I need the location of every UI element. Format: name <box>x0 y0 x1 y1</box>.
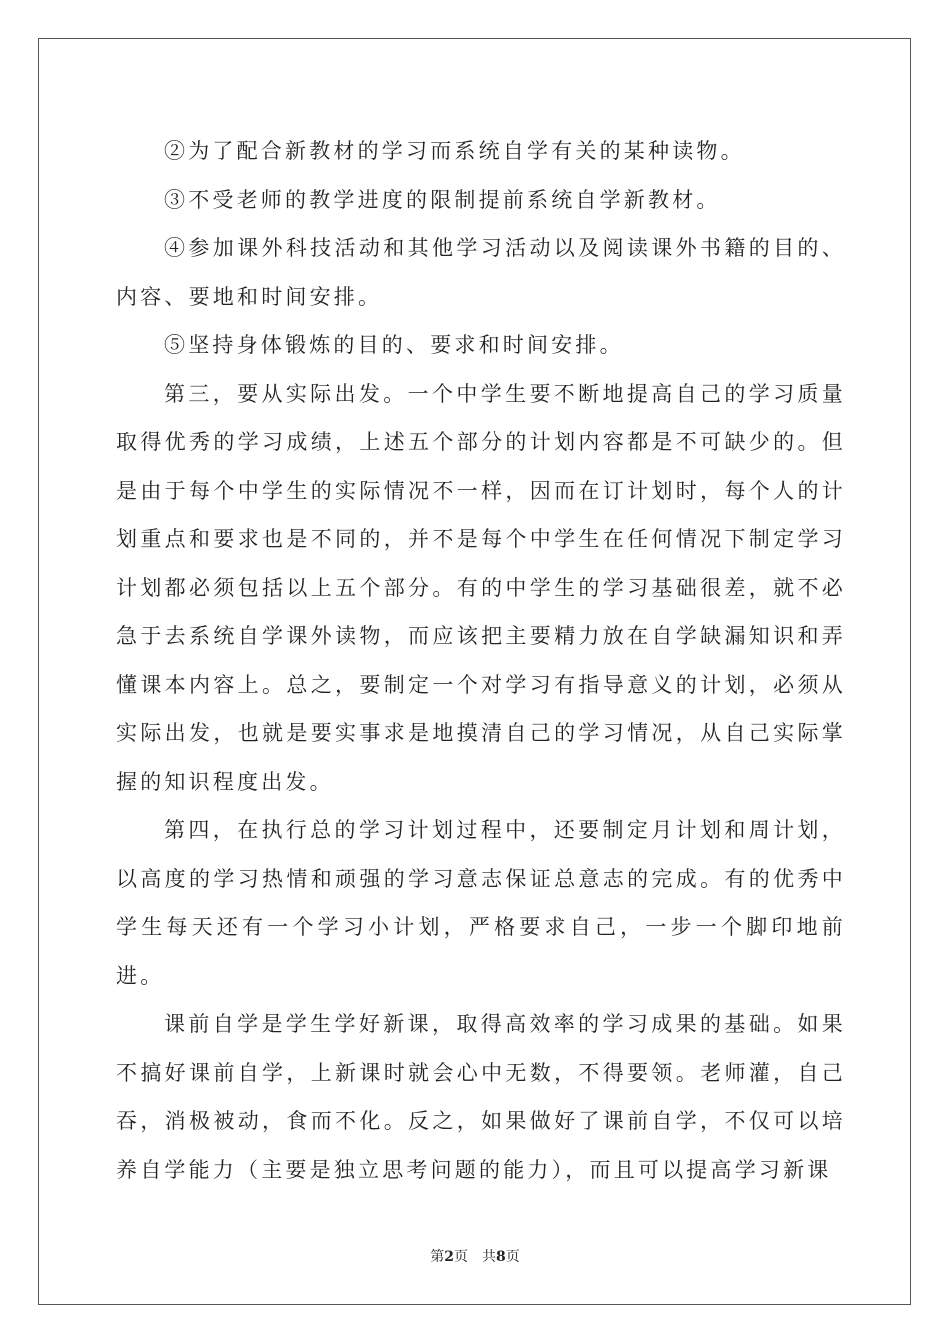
paragraph-fourth-point: 第四，在执行总的学习计划过程中，还要制定月计划和周计划，以高度的学习热情和顽强的学习意志保证总意志的完成。有的优秀中学生每天还有一个学习小计划，严格要求自己，一步一个脚印地前进。 <box>116 818 846 988</box>
paragraph-item-4: ④参加课外科技活动和其他学习活动以及阅读课外书籍的目的、内容、要地和时间安排。 <box>116 236 846 309</box>
page-suffix: 页 <box>454 1249 468 1265</box>
page-footer <box>0 1246 950 1266</box>
page-prefix: 第 <box>430 1249 445 1265</box>
paragraph-item-5: ⑤坚持身体锻炼的目的、要求和时间安排。 <box>164 333 624 357</box>
paragraph-item-3: ③不受老师的教学进度的限制提前系统自学新教材。 <box>164 187 721 212</box>
paragraph-pre-class-study: 课前自学是学生学好新课，取得高效率的学习成果的基础。如果不搞好课前自学，上新课时就会心中无数，不得要领。老师灌，自己吞，消极被动，食而不化。反之，如果做好了课前自学，不仅可以培养自学能力（主要是独立思考问题的能力），而且可以提高学习新课 <box>116 1012 846 1182</box>
paragraph-third-point: 第三，要从实际出发。一个中学生要不断地提高自己的学习质量取得优秀的学习成绩，上述五个部分的计划内容都是不可缺少的。但是由于每个中学生的实际情况不一样，因而在订计划时，每个人的计划重点和要求也是不同的，并不是每个中学生在任何情况下制定学习计划都必须包括以上五个部分。有的中学生的学习基础很差，就不必急于去系统自学课外读物，而应该把主要精力放在自学缺漏知识和弄懂课本内容上。总之，要制定一个对学习有指导意义的计划，必须从实际出发，也就是要实事求是地摸清自己的学习情况，从自己实际掌握的知识程度出发。 <box>116 381 846 794</box>
paragraph-item-2: ②为了配合新教材的学习而系统自学有关的某种读物。 <box>164 139 745 163</box>
current-page-number: 2 <box>444 1249 454 1265</box>
total-page-number: 8 <box>496 1249 506 1265</box>
total-suffix: 页 <box>505 1249 520 1265</box>
total-prefix: 共 <box>482 1249 496 1265</box>
document-body <box>116 127 846 1194</box>
